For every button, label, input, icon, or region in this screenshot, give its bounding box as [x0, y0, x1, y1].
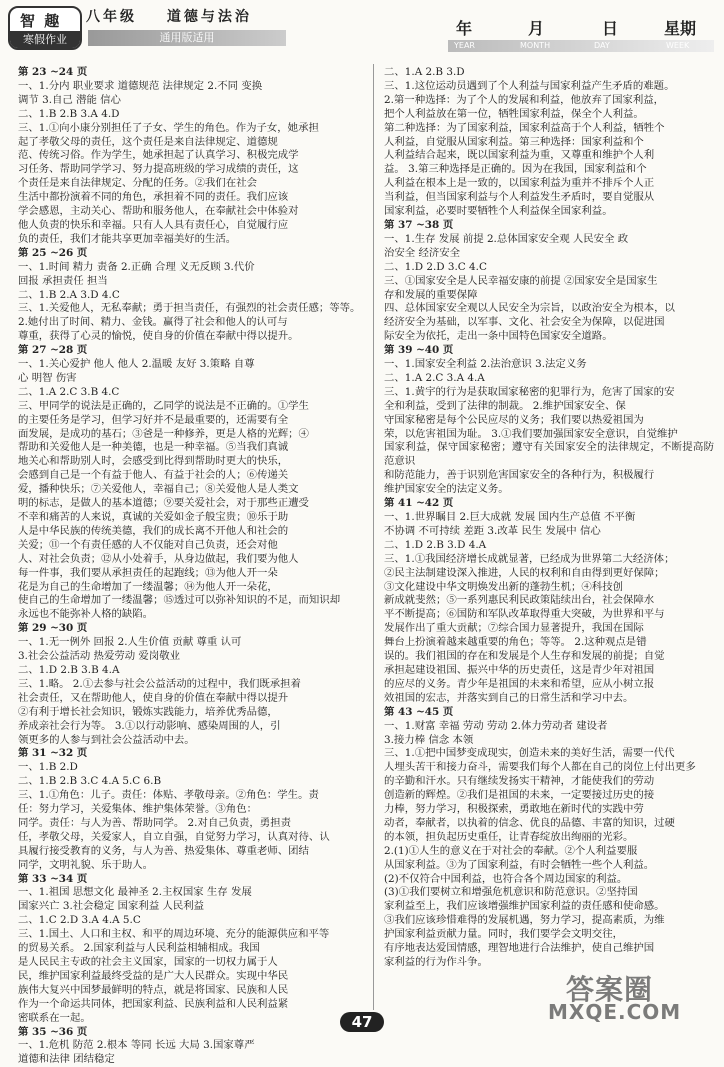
section-heading: 第 29 ~30 页 — [18, 622, 88, 635]
section-heading: 第 41 ~42 页 — [384, 497, 454, 510]
logo-top-text: 智 趣 — [20, 12, 62, 30]
answer-line: 社会责任，又在帮助他人，使自身的价值在奉献中得以提升 — [18, 691, 289, 704]
answer-line: 一、1.分内 职业要求 道德规范 法律规定 2.不同 变换 — [18, 79, 263, 92]
answer-line: 际安全为依托，走出一条中国特色国家安全道路。 — [384, 330, 613, 343]
year-sub: YEAR — [454, 41, 475, 50]
answer-line: 力棒，努力学习，积极探索，勇敢地在新时代的实践中劳 — [384, 803, 644, 816]
answer-line: 治安全 经济安全 — [384, 246, 461, 259]
answer-line: 帮助和关爱他人是一种美德，也是一种幸福。⑤当我们真诚 — [18, 441, 289, 454]
answer-line: 养成亲社会行为等。 3.①以行动影响、感染周围的人，引 — [18, 719, 281, 732]
answer-line: 回报 承担责任 担当 — [18, 274, 108, 287]
answer-line: 习任务、帮助同学学习、努力提高班级的学习成绩的责任，这 — [18, 163, 299, 176]
date-year-label: 年 — [456, 19, 473, 38]
answer-line: 二、1.C 2.D 3.A 4.A 5.C — [18, 914, 141, 927]
answer-line: 三、1.这位运动员遇到了个人利益与国家利益产生矛盾的难题。 — [384, 79, 675, 92]
answer-line: 不幸和痛苦的人来说，真诚的关爱如金子般宝贵；⑩乐于助 — [18, 511, 289, 523]
answer-line: 一、1.世界瞩目 2.巨大成就 发展 国内生产总值 不平衡 — [384, 511, 636, 523]
answer-line: 误的。我们祖国的存在和发展是个人生存和发展的前提；自觉 — [384, 650, 665, 663]
answer-line: 三、1.国土、人口和主权、和平的周边环境、充分的能源供应和平等 — [18, 928, 330, 941]
answer-line: 平不断提高；⑥国防和军队改革取得重大突破，为世界和平与 — [384, 608, 665, 621]
answer-line: 三、1.略。 2.①去参与社会公益活动的过程中，我们既承担着 — [18, 677, 301, 690]
answer-line: 心 明智 伤害 — [18, 371, 77, 384]
answer-line: 有序地表达爱国情感，理智地进行合法维护，使自己维护国 — [384, 942, 655, 955]
answer-line: 二、1.D 2.B 3.B 4.A — [18, 663, 120, 676]
answer-line: 道德和法律 团结稳定 — [18, 1053, 115, 1066]
answer-line: 舞台上扮演着越来越重要的角色；等等。 2.这种观点是错 — [384, 636, 647, 649]
answer-line: 任：努力学习，关爱集体、维护集体荣誉。③角色： — [18, 803, 257, 816]
answer-line: 二、1.D 2.B 3.D 4.A — [384, 538, 487, 551]
answer-line: 存和发展的重要保障 — [384, 288, 478, 301]
answer-line: 2.她付出了时间、精力、金钱。赢得了社会和他人的认可与 — [18, 316, 288, 329]
answer-line: 族伟大复兴中国梦最鲜明的特点，就是将国家、民族和人民 — [18, 983, 289, 996]
answer-line: 2.(1)①人生的意义在于对社会的奉献。②个人利益要服 — [384, 844, 638, 857]
answer-line: 不协调 不可持续 差距 3.改革 民生 发展中 信心 — [384, 524, 601, 537]
answer-line: 一、1.国家安全利益 2.法治意识 3.法定义务 — [384, 358, 587, 371]
answer-line: 生活中都扮演着不同的角色，承担着不同的责任。我们应该 — [18, 191, 289, 204]
answer-line: 密联系在一起。 — [18, 1011, 91, 1024]
answer-line: 新成就斐然；⑤一系列惠民利民政策陆续出台，社会保障水 — [384, 594, 655, 607]
answer-line: 二、1.B 2.B 3.A 4.D — [18, 107, 120, 120]
answer-line: 三、1.黄宇的行为是获取国家秘密的犯罪行为，危害了国家的安 — [384, 385, 675, 398]
date-month-label: 月 — [528, 19, 545, 38]
answer-line: 三、甲同学的说法是正确的，乙同学的说法是不正确的。①学生 — [18, 399, 309, 412]
answer-line: 同学，文明礼貌、乐于助人。 — [18, 858, 154, 871]
day-sub: DAY — [594, 41, 610, 50]
section-heading: 第 31 ~32 页 — [18, 747, 88, 760]
page-number: 47 — [340, 1012, 384, 1032]
answer-line: 二、1.B 2.B 3.C 4.A 5.C 6.B — [18, 775, 162, 788]
answer-line: 范、传统习俗。作为学生，她承担起了认真学习、积极完成学 — [18, 149, 299, 162]
answer-line: 一、1.时间 精力 责备 2.正确 合理 义无反顾 3.代价 — [18, 260, 255, 273]
watermark — [548, 968, 718, 1028]
answer-line: ②有利于增长社会知识，锻炼实践能力，培养优秀品德， — [18, 705, 278, 718]
date-day-label: 日 — [602, 19, 619, 38]
answer-line: 的本领，担负起历史重任，让青春绽放出绚丽的光彩。 — [384, 830, 634, 843]
answer-line: 2.第一种选择：为了个人的发展和利益，他放弃了国家利益， — [384, 93, 665, 106]
subject-label: 道德与法治 — [166, 9, 252, 25]
answer-line: 一、1.关心爱护 他人 他人 2.温暖 友好 3.策略 自尊 — [18, 358, 255, 371]
answer-line: 三、1.①角色：儿子。责任：体贴、孝敬母亲。②角色：学生。责 — [18, 789, 319, 802]
answer-line: 国家利益，必要时要牺牲个人利益保全国家利益。 — [384, 205, 613, 218]
date-week-label: 星期 — [664, 19, 697, 38]
answer-line: 任，孝敬父母，关爱家人，自立自强，自觉努力学习，认真对待、认 — [18, 830, 330, 843]
answer-line: 三、①国家安全是人民幸福安康的前提 ②国家安全是国家生 — [384, 274, 658, 287]
answer-line: 荣，以危害祖国为耻。 3.①我们要加强国家安全意识，自觉维护 — [384, 427, 678, 440]
answer-line: 人利益在根本上是一致的，以国家利益为重并不排斥个人正 — [384, 177, 655, 190]
answer-line: 三、1.①把中国梦变成现实，创造未来的美好生活，需要一代代 — [384, 747, 675, 760]
answer-line: ②民主法制建设深入推进，人民的权利和自由得到更好保障； — [384, 566, 665, 579]
answer-line: 负的责任，我们才能共享更加幸福美好的生活。 — [18, 232, 237, 245]
answer-line: 二、1.B 2.A 3.D 4.C — [18, 288, 120, 301]
answer-line: 一、1.生存 发展 前提 2.总体国家安全观 人民安全 政 — [384, 232, 629, 245]
answer-line: 会感到自己是一个有益于他人、有益于社会的人；⑥传递关 — [18, 469, 289, 482]
answer-line: 第二种选择：为了国家利益，国家利益高于个人利益，牺牲个 — [384, 121, 665, 134]
answer-line: 的应尽的义务。青少年是祖国的未来和希望，应从小树立报 — [384, 677, 655, 690]
section-heading: 第 43 ~45 页 — [384, 705, 454, 718]
answer-line: 一、1.祖国 思想文化 最神圣 2.主权国家 生存 发展 — [18, 886, 252, 899]
page-header — [0, 0, 724, 60]
section-heading: 第 39 ~40 页 — [384, 344, 454, 357]
answer-line: 关爱；⑪一个有责任感的人不仅能对自己负责，还会对他 — [18, 538, 278, 551]
answer-line: 维护国家安全的法定义务。 — [384, 483, 509, 496]
answer-line: 动者，奉献者，以执着的信念、优良的品德、丰富的知识，过硬 — [384, 816, 675, 829]
section-heading: 第 35 ~36 页 — [18, 1025, 88, 1038]
answer-line: 当利益，但当国家利益与个人利益发生矛盾时，要自觉服从 — [384, 191, 655, 204]
logo-bottom-text: 寒假作业 — [10, 31, 80, 48]
answer-line: 三、1.关爱他人，无私奉献；勇于担当责任，有强烈的社会责任感；等等。 — [18, 302, 361, 315]
answer-line: 二、1.A 2.C 3.A 4.A — [384, 371, 485, 384]
answer-line: 从国家利益。③为了国家利益，有时会牺牲一些个人利益。 — [384, 858, 655, 871]
answer-line: 地关心和帮助别人时，会感受到比得到帮助时更大的快乐， — [18, 455, 289, 468]
answer-line: 守国家秘密是每个公民应尽的义务；我们要以热爱祖国为 — [384, 413, 644, 426]
answer-line: 承担起建设祖国、振兴中华的历史责任，这是青少年对祖国 — [384, 663, 655, 676]
answer-line: 把个人利益放在第一位，牺牲国家利益，保全个人利益。 — [384, 107, 644, 120]
answer-line: 的主要任务是学习，但学习好并不是最重要的，还需要有全 — [18, 413, 289, 426]
right-answer-column — [384, 66, 714, 970]
answer-line: 全和利益，受到了法律的制裁。 2.维护国家安全、保 — [384, 399, 626, 412]
week-sub: WEEK — [666, 41, 690, 50]
answer-line: 护国家利益贡献力量。同时，我们要学会文明交往， — [384, 928, 623, 941]
answer-line: ③文化建设中华文明焕发出新的蓬勃生机；④科技创 — [384, 580, 623, 593]
answer-line: 作为一个命运共同体，把国家利益、民族利益和人民利益紧 — [18, 997, 289, 1010]
answer-line: 人是中华民族的传统美德，我们的成长离不开他人和社会的 — [18, 524, 289, 537]
book-title — [86, 6, 274, 26]
answer-line: 国家利益，保守国家秘密；遵守有关国家安全的法律规定，不断提高防范意识 — [384, 441, 714, 468]
answer-line: 四、总体国家安全观以人民安全为宗旨，以政治安全为根本，以 — [384, 302, 675, 315]
section-heading: 第 37 ~38 页 — [384, 218, 454, 231]
answer-line: 起了孝敬父母的责任，这个责任是来自法律规定、道德规 — [18, 135, 278, 148]
answer-line: 益。 3.第三种选择是正确的。因为在我国，国家利益和个 — [384, 163, 647, 176]
answer-line: 一、1.财富 幸福 劳动 劳动 2.体力劳动者 建设者 — [384, 719, 608, 732]
answer-line: 他人负责的快乐和幸福。只有人人具有责任心，自觉履行应 — [18, 218, 289, 231]
answer-line: 使自己的生命增加了一缕温馨；⑮透过可以弥补知识的不足，而知识却 — [18, 594, 341, 607]
answer-line: 人埋头苦干和接力奋斗，需要我们每个人都在自己的岗位上付出更多 — [384, 761, 696, 774]
section-heading: 第 33 ~34 页 — [18, 872, 88, 885]
answer-line: 二、1.A 2.B 3.D — [384, 66, 465, 78]
answer-line: 一、1.危机 防范 2.根本 等同 长远 大局 3.国家尊严 — [18, 1039, 255, 1052]
answer-line: 具履行接受教育的义务，与人为善、热爱集体、尊重老师、团结 — [18, 844, 309, 857]
edition-badge: 通用版适用 — [88, 30, 286, 46]
answer-line: 三、1.①我国经济增长成就显著，已经成为世界第二大经济体； — [384, 552, 675, 565]
answer-line: 创造新的辉煌。②我们是祖国的未来，一定要接过历史的接 — [384, 789, 655, 802]
answer-line: 三、1.①向小康分别担任了子女、学生的角色。作为子女，她承担 — [18, 121, 319, 134]
answer-line: 的贸易关系。 2.国家利益与人民利益相辅相成。我国 — [18, 942, 260, 955]
answer-line: 国家兴亡 3.社会稳定 国家利益 人民利益 — [18, 900, 205, 913]
column-divider — [373, 64, 374, 1010]
watermark-line2: MXQE.COM — [548, 1000, 682, 1024]
answer-line: 3.社会公益活动 热爱劳动 爱岗敬业 — [18, 650, 180, 663]
answer-line: ③我们应该珍惜难得的发展机遇，努力学习，提高素质，为维 — [384, 914, 665, 927]
answer-line: (2)不仅符合中国利益，也符合各个周边国家的利益。 — [384, 872, 628, 885]
answer-line: 学会感恩，主动关心、帮助和服务他人，在奉献社会中体验对 — [18, 205, 299, 218]
answer-line: 人、对社会负责；⑫从小处着手，从身边做起，我们要为他人 — [18, 552, 299, 565]
answer-line: 永远也不能弥补人格的缺陷。 — [18, 608, 154, 621]
answer-line: 人利益结合起来，既以国家利益为重，又尊重和维护个人利 — [384, 149, 655, 162]
answer-line: 二、1.A 2.C 3.B 4.C — [18, 385, 120, 398]
answer-line: 调节 3.自己 潜能 信心 — [18, 93, 121, 106]
answer-line: 一、1.无一例外 回报 2.人生价值 贡献 尊重 认可 — [18, 636, 242, 649]
answer-line: 人利益，自觉服从国家利益。第三种选择：国家利益和个 — [384, 135, 644, 148]
answer-line: 爱，播种快乐；⑦关爱他人，幸福自己；⑧关爱他人是人类文 — [18, 483, 299, 496]
section-heading: 第 27 ~28 页 — [18, 344, 88, 357]
answer-line: 发展作出了重大贡献；⑦综合国力显著提升，我国在国际 — [384, 622, 644, 635]
answer-line: 明的标志，是做人的基本道德；⑨要关爱社会，对于那些正遭受 — [18, 497, 309, 510]
answer-line: 效祖国的宏志，并落实到自己的日常生活和学习中去。 — [384, 691, 634, 704]
answer-line: 花是为自己的生命增加了一缕温馨；⑭为他人开一朵花， — [18, 580, 278, 593]
answer-line: 民，维护国家利益最终受益的是广大人民群众。实现中华民 — [18, 969, 289, 982]
answer-line: 每一件事，我们要从承担责任的起跑线；⑬为他人开一朵 — [18, 566, 278, 579]
answer-line: 的辛勤和汗水。只有继续发扬实干精神，才能使我们的劳动 — [384, 775, 655, 788]
answer-line: 尊重，获得了心灵的愉悦，使自身的价值在奉献中得以提升。 — [18, 330, 299, 343]
section-heading: 第 25 ~26 页 — [18, 246, 88, 259]
grade-label: 八年级 — [86, 9, 137, 25]
answer-line: 和防范能力，善于识别危害国家安全的各种行为，积极履行 — [384, 469, 655, 482]
answer-line: 一、1.B 2.D — [18, 761, 78, 774]
answer-line: 同学。责任：与人为善、帮助同学。 2.对自己负责，勇担责 — [18, 816, 291, 829]
section-heading: 第 23 ~24 页 — [18, 66, 88, 78]
date-sub-bar — [448, 40, 714, 52]
answer-line: (3)①我们要树立和增强危机意识和防范意识。②坚持国 — [384, 886, 638, 899]
brand-logo — [8, 6, 82, 50]
left-answer-column — [18, 66, 363, 1067]
answer-line: 个责任是来自法律规定、分配的任务。②我们在社会 — [18, 177, 257, 190]
answer-line: 领更多的人参与到社会公益活动中去。 — [18, 733, 195, 746]
answer-line: 经济安全为基础，以军事、文化、社会安全为保障，以促进国 — [384, 316, 665, 329]
answer-line: 是人民民主专政的社会主义国家，国家的一切权力属于人 — [18, 956, 278, 968]
answer-line: 二、1.D 2.D 3.C 4.C — [384, 260, 487, 273]
watermark-line1: 答案圈 — [566, 973, 654, 1006]
month-sub: MONTH — [520, 41, 551, 50]
answer-line: 家利益至上，我们应该增强维护国家利益的责任感和使命感。 — [384, 900, 665, 913]
answer-line: 3.接力棒 信念 本领 — [384, 733, 474, 746]
answer-line: 家利益的行为作斗争。 — [384, 956, 488, 968]
answer-line: 面发展，是成功的基石；③爸是一种修养，更是人格的光辉；④ — [18, 427, 309, 440]
